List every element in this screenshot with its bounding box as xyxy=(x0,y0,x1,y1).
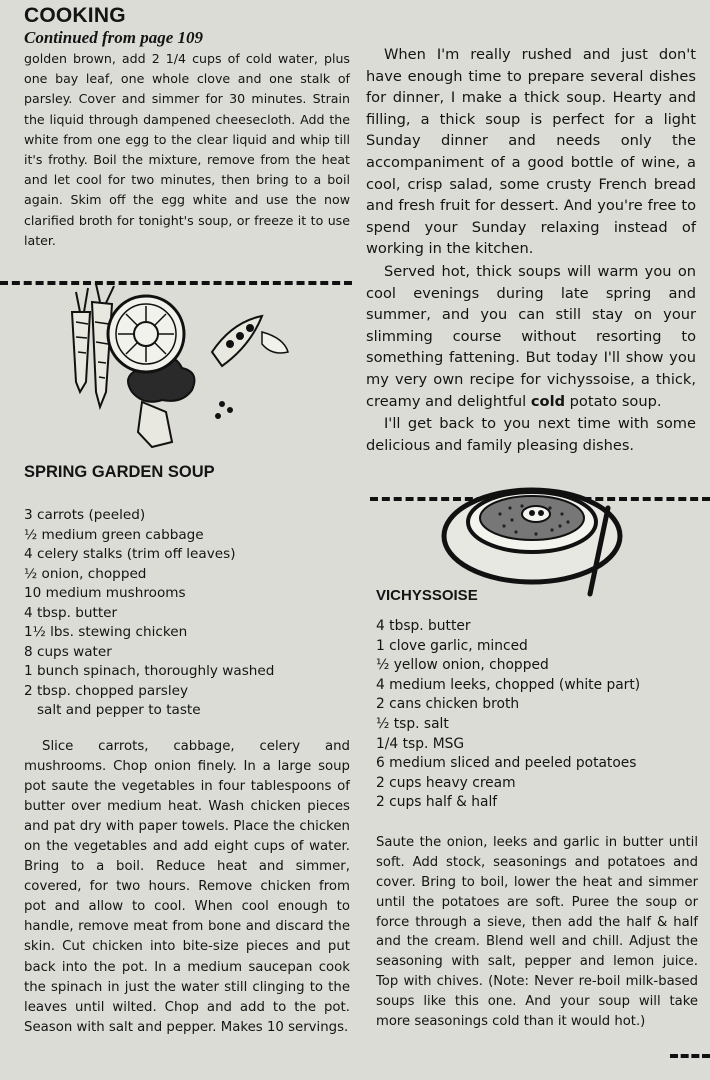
ingredient-item: 4 tbsp. butter xyxy=(376,618,471,634)
para2-text-b: potato soup. xyxy=(565,392,662,410)
vegetables-illustration xyxy=(62,282,298,452)
method-vichyssoise: Saute the onion, leeks and garlic in butter until soft. Add stock, seasonings and potatoes and cover. Bring to boil, lower the heat and simmer until the potatoes are soft. Puree the soup or force through a sieve, then add the half & half and the cream. Blend well and chill. Adjust the seasoning with salt, pepper and lemon juice. Top with chives. (Note: Never re-boil milk-based soups like this one. And your soup will take more seasonings cold than it would hot.) xyxy=(376,834,698,1030)
right-column xyxy=(366,44,696,456)
recipe-title-spring-garden: SPRING GARDEN SOUP xyxy=(24,463,215,481)
ingredient-item: 3 carrots (peeled) xyxy=(24,507,146,523)
para2-bold-word: cold xyxy=(530,392,566,410)
ingredient-item: 2 cups heavy cream xyxy=(376,774,516,791)
ingredient-item: salt and pepper to taste xyxy=(24,702,201,718)
intro-paragraph-2 xyxy=(366,261,696,412)
ingredient-item: ½ yellow onion, chopped xyxy=(376,657,549,674)
ingredient-item: 1 bunch spinach, thoroughly washed xyxy=(24,663,275,679)
ingredients-spring-garden xyxy=(24,506,350,721)
intro-paragraph: golden brown, add 2 1/4 cups of cold water, plus one bay leaf, one whole clove and one stalk of parsley. Cover and simmer for 30 minutes. Strain the liquid through dampened cheesecloth. Add the white from one egg to the clear liquid and whip till it's frothy. Boil the mixture, remove from the heat and let cool for two minutes, then bring to a boil again. Skim off the egg white and use the now clarified broth for tonight's soup, or freeze it to use later. xyxy=(24,51,350,248)
recipe-title-vichyssoise: VICHYSSOISE xyxy=(376,587,478,604)
section-heading: COOKING xyxy=(24,4,126,27)
intro-paragraph-3: I'll get back to you next time with some delicious and family pleasing dishes. xyxy=(366,415,696,454)
ingredient-item: 8 cups water xyxy=(24,643,112,660)
spring-garden-recipe xyxy=(24,462,350,1038)
ingredient-item: ½ tsp. salt xyxy=(376,715,449,732)
vichyssoise-recipe xyxy=(376,586,698,1032)
soup-bowl-illustration xyxy=(440,478,626,598)
intro-paragraph-1: When I'm really rushed and just don't have enough time to prepare several dishes for dinner, I make a thick soup. Hearty and filling, a thick soup is perfect for a light Sunday dinner and needs only the accompaniment of a good bottle of wine, a cool, crisp salad, some crusty French bread and fresh fruit for dessert. And you're free to spend your Sunday relaxing instead of working in the kitchen. xyxy=(366,46,696,258)
ingredient-item: 2 cups half & half xyxy=(376,794,498,811)
para2-text-a: Served hot, thick soups will warm you on cool evenings during late spring and summer, and you can still stay on your slimming course without resorting to something fattening. But today I'll show you my very own recipe for vichyssoise, a thick, creamy and delightful xyxy=(366,262,696,410)
ingredient-item: ½ onion, chopped xyxy=(24,565,147,582)
ingredient-item: 1½ lbs. stewing chicken xyxy=(24,624,188,640)
ingredient-item: 4 tbsp. butter xyxy=(24,604,118,621)
ingredient-item: 1 clove garlic, minced xyxy=(376,637,528,654)
ingredient-item: ½ medium green cabbage xyxy=(24,526,204,543)
method-spring-garden: Slice carrots, cabbage, celery and mushrooms. Chop onion finely. In a large soup pot saute the vegetables in four tablespoons of butter over medium heat. Wash chicken pieces and pat dry with paper towels. Place the chicken on the vegetables and add eight cups of water. Bring to a boil. Reduce heat and simmer, covered, for two hours. Remove chicken from pot and allow to cool. When cool enough to handle, remove meat from bone and discard the skin. Cut chicken into bite-size pieces and put back into the pot. In a medium saucepan cook the spinach in just the water still clinging to the leaves until wilted. Chop and add to the pot. Season with salt and pepper. Makes 10 servings. xyxy=(24,738,350,1035)
divider-bottom xyxy=(670,1054,710,1058)
ingredient-item: 4 celery stalks (trim off leaves) xyxy=(24,546,236,562)
ingredient-item: 4 medium leeks, chopped (white part) xyxy=(376,676,641,693)
ingredients-vichyssoise xyxy=(376,617,698,813)
ingredient-item: 2 cans chicken broth xyxy=(376,696,520,713)
ingredient-item: 10 medium mushrooms xyxy=(24,585,186,601)
left-column xyxy=(24,4,350,251)
ingredient-item: 1/4 tsp. MSG xyxy=(376,735,465,752)
continued-line: Continued from page 109 xyxy=(24,28,203,47)
ingredient-item: 2 tbsp. chopped parsley xyxy=(24,682,189,699)
ingredient-item: 6 medium sliced and peeled potatoes xyxy=(376,755,637,772)
